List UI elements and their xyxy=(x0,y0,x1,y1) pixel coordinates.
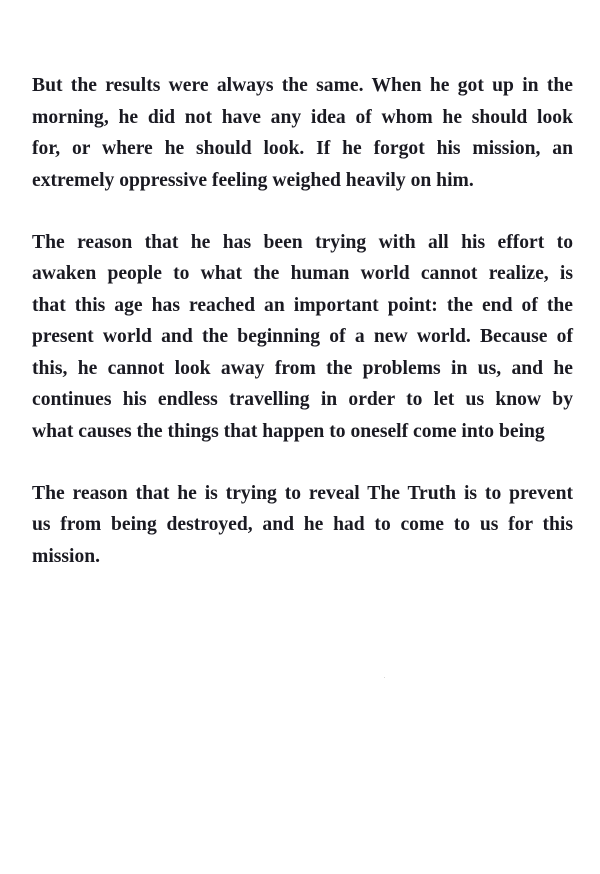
scan-speck xyxy=(384,677,385,678)
body-text xyxy=(32,70,573,603)
text-line: us from being destroyed, and he had to come to us for this xyxy=(32,514,573,535)
text-line: for, or where he should look. If he forgot his mission, an xyxy=(32,138,573,159)
paragraph-1 xyxy=(32,70,573,196)
text-line: The reason that he is trying to reveal The Truth is to prevent xyxy=(32,482,573,504)
text-line: present world and the beginning of a new world. Because of xyxy=(32,326,573,347)
paragraph-2 xyxy=(32,227,573,448)
paragraph-3 xyxy=(32,478,573,573)
text-line: continues his endless travelling in order to let us know by xyxy=(32,389,573,410)
text-line: awaken people to what the human world cannot realize, is xyxy=(32,263,573,284)
text-line: that this age has reached an important point: the end of the xyxy=(32,294,573,316)
text-line: morning, he did not have any idea of whom he should look xyxy=(32,106,573,128)
text-line: But the results were always the same. When he got up in the xyxy=(32,75,573,96)
text-line: The reason that he has been trying with all his effort to xyxy=(32,231,573,253)
text-line: extremely oppressive feeling weighed heavily on him. xyxy=(32,169,474,191)
text-line: this, he cannot look away from the problems in us, and he xyxy=(32,357,573,379)
text-line: what causes the things that happen to oneself come into being xyxy=(32,420,545,442)
text-line: mission. xyxy=(32,545,101,567)
